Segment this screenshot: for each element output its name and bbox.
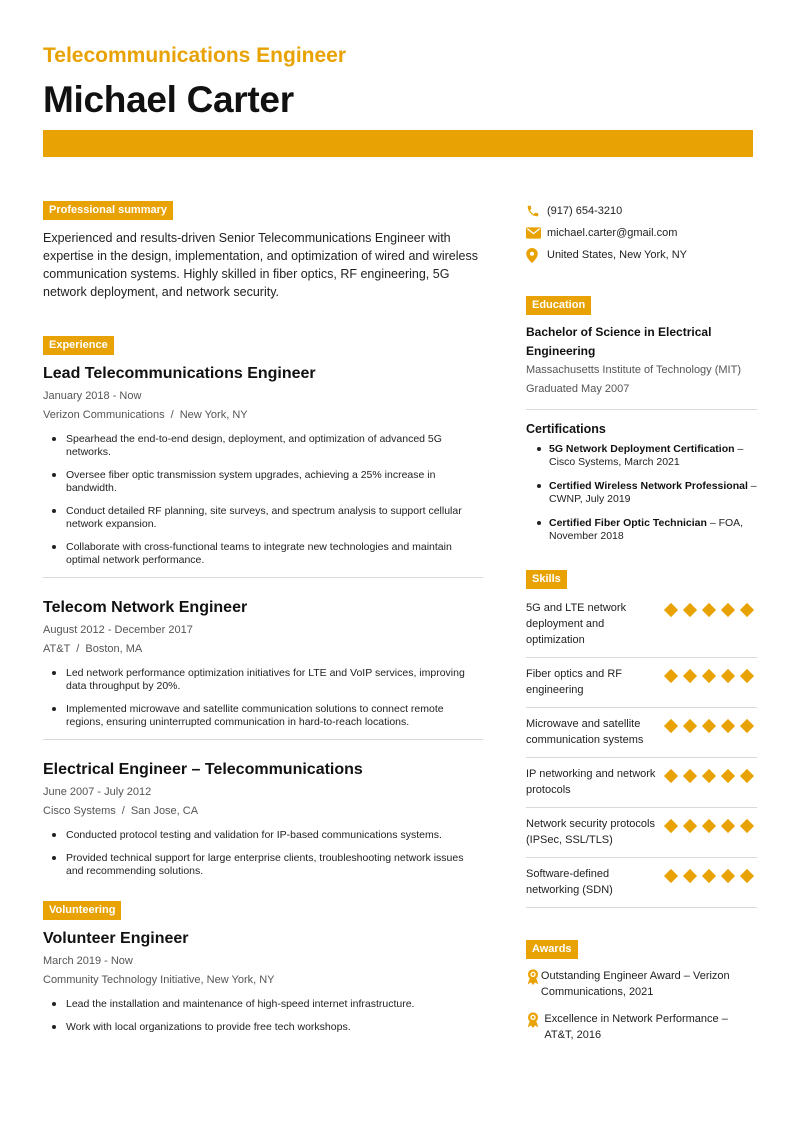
skill-rating [664, 766, 757, 783]
education-graduated: Graduated May 2007 [526, 383, 630, 395]
diamond-icon [702, 603, 716, 617]
certification-name: Certified Fiber Optic Technician [549, 517, 707, 529]
diamond-icon [664, 819, 678, 833]
skill-row [526, 758, 757, 808]
diamond-icon [664, 603, 678, 617]
divider [43, 739, 483, 740]
section-tag-experience: Experience [43, 336, 114, 355]
skill-row [526, 808, 757, 858]
skill-row [526, 708, 757, 758]
education-section [526, 295, 757, 399]
volunteer-entry [43, 929, 483, 1034]
skills-section [526, 569, 757, 908]
diamond-icon [702, 769, 716, 783]
right-column [526, 200, 757, 1054]
diamond-icon [683, 603, 697, 617]
email-icon [526, 227, 547, 239]
section-tag-skills: Skills [526, 570, 567, 589]
diamond-icon [683, 669, 697, 683]
location-text: United States, New York, NY [547, 249, 688, 261]
diamond-icon [721, 819, 735, 833]
separator: / [170, 409, 174, 421]
award-item [526, 968, 757, 1000]
diamond-icon [664, 719, 678, 733]
diamond-icon [740, 669, 754, 683]
volunteering-section [43, 900, 483, 1034]
skill-rating [664, 866, 757, 883]
award-text: Excellence in Network Performance – AT&T, 2016 [544, 1013, 728, 1041]
job-company: AT&T [43, 643, 71, 655]
separator: / [121, 805, 125, 817]
section-tag-summary: Professional summary [43, 201, 173, 220]
diamond-icon [702, 869, 716, 883]
awards-section [526, 939, 757, 1043]
job-dates: January 2018 - Now [43, 390, 142, 402]
diamond-icon [721, 869, 735, 883]
contact-phone [526, 200, 757, 222]
job-heading: Volunteer Engineer [43, 930, 189, 947]
certification-name: 5G Network Deployment Certification [549, 443, 735, 455]
diamond-icon [664, 669, 678, 683]
header-accent-bar [43, 130, 753, 157]
diamond-icon [721, 669, 735, 683]
job-heading: Lead Telecommunications Engineer [43, 365, 316, 382]
certification-item [526, 517, 757, 543]
email-text[interactable]: michael.carter@gmail.com [547, 227, 678, 239]
bullet-item: Led network performance optimization initiatives for LTE and VoIP services, improving data throughput by 20%. [43, 667, 483, 693]
diamond-icon [702, 719, 716, 733]
skill-name: Network security protocols (IPSec, SSL/TLS) [526, 818, 655, 846]
section-tag-awards: Awards [526, 940, 578, 959]
volunteer-org: Community Technology Initiative, New York, NY [43, 974, 275, 986]
award-medal-icon [526, 968, 541, 990]
certification-issuer: – CWNP, July 2019 [549, 480, 757, 505]
skill-row [526, 858, 757, 908]
skill-name: IP networking and network protocols [526, 768, 656, 796]
bullet-item: Provided technical support for large enterprise clients, troubleshooting network issues and recommending solutions. [43, 852, 483, 878]
diamond-icon [683, 719, 697, 733]
certification-item [526, 443, 757, 469]
job-dates: June 2007 - July 2012 [43, 786, 152, 798]
job-company-line [43, 642, 483, 657]
summary-section [43, 200, 483, 301]
phone-text[interactable]: (917) 654-3210 [547, 205, 623, 217]
skill-rating [664, 816, 757, 833]
job-bullets [43, 998, 483, 1034]
award-text: Outstanding Engineer Award – Verizon Communications, 2021 [540, 970, 730, 998]
section-tag-education: Education [526, 296, 591, 315]
skill-row [526, 592, 757, 658]
certification-list [526, 443, 757, 543]
diamond-icon [721, 719, 735, 733]
job-location: Boston, MA [85, 643, 143, 655]
skill-rating [664, 600, 757, 617]
job-company: Verizon Communications [43, 409, 165, 421]
job-heading: Electrical Engineer – Telecommunications [43, 761, 363, 778]
experience-entry [43, 598, 483, 729]
skill-rating [664, 716, 757, 733]
certification-name: Certified Wireless Network Professional [549, 480, 748, 492]
separator: / [76, 643, 80, 655]
certification-issuer: – FOA, November 2018 [549, 517, 744, 542]
contact-location [526, 244, 757, 266]
job-location: New York, NY [179, 409, 248, 421]
summary-text: Experienced and results-driven Senior Telecommunications Engineer with expertise in the design, implementation, and optimization of wired and wireless communication systems. Highly skilled in fiber optics, RF engineering, 5G network deployment, and network security. [43, 231, 478, 299]
skill-rating [664, 666, 757, 683]
bullet-item: Lead the installation and maintenance of high-speed internet infrastructure. [43, 998, 483, 1011]
job-title: Telecommunications Engineer [43, 44, 347, 67]
job-heading: Telecom Network Engineer [43, 599, 248, 616]
bullet-item: Implemented microwave and satellite communication solutions to connect remote regions, ensuring uninterrupted communication in hard-to-reach locations. [43, 703, 483, 729]
bullet-item: Conduct detailed RF planning, site surveys, and spectrum analysis to support cellular network expansion. [43, 505, 483, 531]
diamond-icon [683, 819, 697, 833]
skills-list [526, 592, 757, 908]
diamond-icon [683, 769, 697, 783]
awards-list [526, 968, 757, 1043]
job-company-line [43, 408, 483, 423]
job-location: San Jose, CA [130, 805, 199, 817]
diamond-icon [721, 769, 735, 783]
bullet-item: Work with local organizations to provide free tech workshops. [43, 1021, 483, 1034]
experience-entry [43, 760, 483, 878]
certifications-title: Certifications [526, 422, 606, 436]
certification-issuer: – Cisco Systems, March 2021 [549, 443, 744, 468]
bullet-item: Spearhead the end-to-end design, deployment, and optimization of advanced 5G networks. [43, 433, 483, 459]
skill-name: 5G and LTE network deployment and optimization [526, 602, 627, 646]
diamond-icon [740, 603, 754, 617]
skill-row [526, 658, 757, 708]
job-bullets [43, 433, 483, 567]
education-degree: Bachelor of Science in Electrical Engineering [526, 325, 712, 358]
location-pin-icon [526, 248, 547, 263]
candidate-name: Michael Carter [43, 79, 294, 120]
education-school: Massachusetts Institute of Technology (MIT) [526, 364, 741, 376]
experience-section [43, 335, 483, 878]
divider [43, 577, 483, 578]
award-medal-icon [526, 1011, 544, 1033]
diamond-icon [683, 869, 697, 883]
job-dates: August 2012 - December 2017 [43, 624, 193, 636]
diamond-icon [740, 769, 754, 783]
diamond-icon [664, 869, 678, 883]
diamond-icon [740, 819, 754, 833]
experience-entry [43, 364, 483, 567]
certification-item [526, 480, 757, 506]
skill-name: Software-defined networking (SDN) [526, 868, 613, 896]
resume-header [43, 42, 753, 122]
left-column [43, 200, 483, 1044]
diamond-icon [702, 819, 716, 833]
contact-email [526, 222, 757, 244]
bullet-item: Oversee fiber optic transmission system upgrades, achieving a 25% increase in bandwidth. [43, 469, 483, 495]
skill-name: Fiber optics and RF engineering [526, 668, 622, 696]
phone-icon [526, 204, 547, 218]
job-company: Cisco Systems [43, 805, 116, 817]
diamond-icon [740, 719, 754, 733]
contact-section [526, 200, 757, 266]
section-tag-volunteering: Volunteering [43, 901, 121, 920]
job-bullets [43, 667, 483, 729]
certifications-section [526, 421, 757, 543]
job-bullets [43, 829, 483, 878]
bullet-item: Collaborate with cross-functional teams to integrate new technologies and maintain optimal network performance. [43, 541, 483, 567]
award-item [526, 1011, 757, 1043]
diamond-icon [740, 869, 754, 883]
skill-name: Microwave and satellite communication systems [526, 718, 644, 746]
bullet-item: Conducted protocol testing and validation for IP-based communications systems. [43, 829, 483, 842]
job-company-line [43, 804, 483, 819]
diamond-icon [664, 769, 678, 783]
diamond-icon [702, 669, 716, 683]
divider [526, 409, 757, 410]
diamond-icon [721, 603, 735, 617]
job-dates: March 2019 - Now [43, 955, 133, 967]
